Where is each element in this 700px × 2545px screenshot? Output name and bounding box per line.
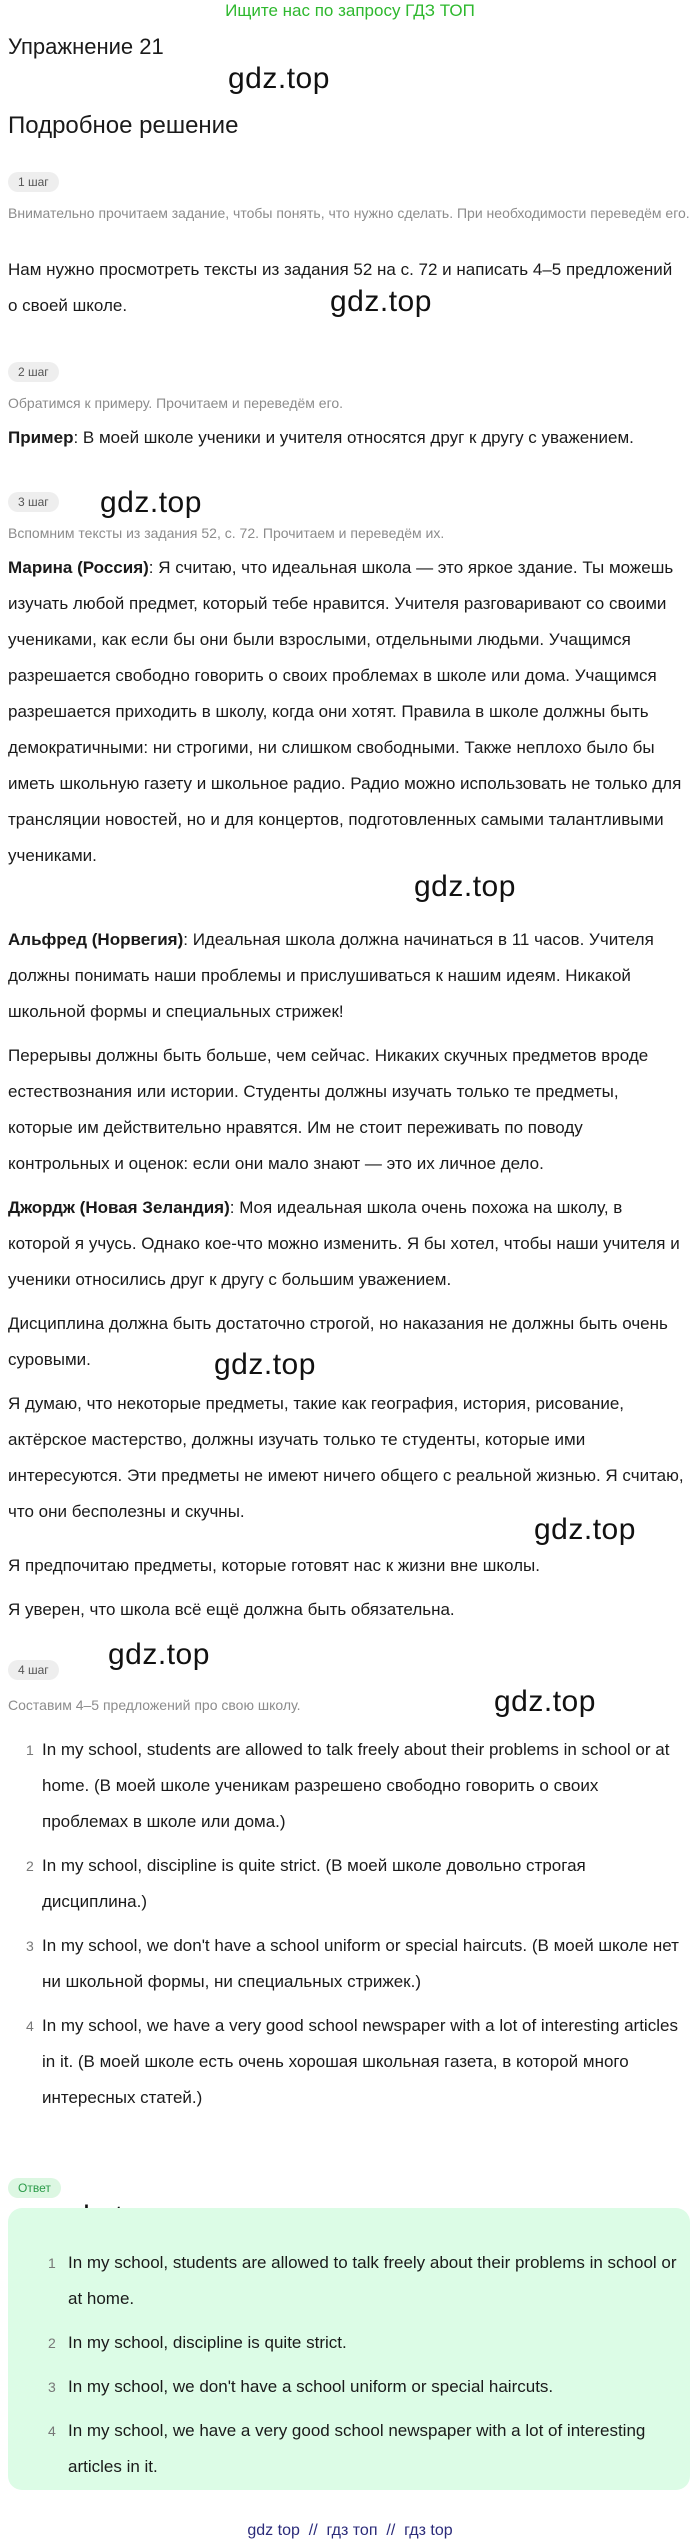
text-george-discipline: Дисциплина должна быть достаточно строгой, но наказания не должны быть очень суровыми. bbox=[8, 1314, 668, 1369]
item-number: 2 bbox=[48, 2335, 56, 2351]
step-hint: Вспомним тексты из задания 52, с. 72. Прочитаем и переведём их. bbox=[8, 525, 445, 541]
text-george bbox=[8, 1190, 686, 1298]
text-alfred-cont: Перерывы должны быть больше, чем сейчас. Никаких скучных предметов вроде естествознания или истории. Студенты должны изучать только те предметы, которые им действительно нравятся. Им не стоит переживать по поводу контрольных и оценок: если они мало знают — это их личное дело. bbox=[8, 1046, 649, 1173]
step-hint: Составим 4–5 предложений про свою школу. bbox=[8, 1697, 301, 1713]
answer-item bbox=[8, 2245, 686, 2317]
item-number: 1 bbox=[26, 1742, 34, 1758]
step-badge: 4 шаг bbox=[8, 1660, 59, 1680]
text-george-prefer: Я предпочитаю предметы, которые готовят нас к жизни вне школы. bbox=[8, 1556, 540, 1575]
text-marina bbox=[8, 550, 686, 874]
answer-item bbox=[8, 2413, 686, 2485]
answer-list bbox=[8, 2245, 686, 2485]
step-hint: Внимательно прочитаем задание, чтобы понять, что нужно сделать. При необходимости переведём его. bbox=[8, 205, 690, 221]
solution-title: Подробное решение bbox=[8, 112, 239, 139]
item-text: In my school, we don't have a school uniform or special haircuts. bbox=[68, 2377, 554, 2396]
step-badge: 1 шаг bbox=[8, 172, 59, 192]
step-badge: 2 шаг bbox=[8, 362, 59, 382]
item-text: In my school, discipline is quite strict. (В моей школе довольно строгая дисциплина.) bbox=[42, 1856, 586, 1911]
speaker-name: Марина (Россия) bbox=[8, 558, 149, 577]
step-badge: 3 шаг bbox=[8, 492, 59, 512]
step-text: Нам нужно просмотреть тексты из задания 52 на с. 72 и написать 4–5 предложений о своей школе. bbox=[8, 260, 673, 315]
text-george-compulsory: Я уверен, что школа всё ещё должна быть обязательна. bbox=[8, 1600, 455, 1619]
text-george-subjects: Я думаю, что некоторые предметы, такие как география, история, рисование, актёрское мастерство, должны изучать только те студенты, которые ими интересуются. Эти предметы не имеют ничего общего с реальной жизнью. Я считаю, что они бесполезны и скучны. bbox=[8, 1394, 684, 1521]
watermark: gdz.top bbox=[534, 1513, 636, 1546]
answer-item bbox=[8, 2325, 686, 2361]
watermark: gdz.top bbox=[494, 1685, 596, 1718]
list-item bbox=[8, 1928, 686, 2000]
speaker-text: : Моя идеальная школа очень похожа на школу, в которой я учусь. Однако кое-что можно изменить. Я бы хотел, чтобы наши учителя и ученики относились друг к другу с большим уважением. bbox=[8, 1198, 680, 1289]
item-text: In my school, students are allowed to talk freely about their problems in school or at home. bbox=[68, 2253, 677, 2308]
example-label: Пример bbox=[8, 428, 74, 447]
example-body: : В моей школе ученики и учителя относятся друг к другу с уважением. bbox=[73, 428, 634, 447]
step-hint: Обратимся к примеру. Прочитаем и переведём его. bbox=[8, 395, 344, 411]
item-number: 3 bbox=[26, 1938, 34, 1954]
watermark: gdz.top bbox=[330, 285, 432, 318]
item-number: 4 bbox=[48, 2423, 56, 2439]
item-number: 3 bbox=[48, 2379, 56, 2395]
watermark: gdz.top bbox=[100, 486, 202, 519]
answer-badge: Ответ bbox=[8, 2178, 61, 2198]
item-number: 4 bbox=[26, 2018, 34, 2034]
item-text: In my school, discipline is quite strict. bbox=[68, 2333, 347, 2352]
text-alfred bbox=[8, 922, 686, 1030]
sentence-list bbox=[8, 1732, 686, 2116]
list-item bbox=[8, 2008, 686, 2116]
item-text: In my school, we don't have a school uniform or special haircuts. (В моей школе нет ни школьной формы, ни специальных стрижек.) bbox=[42, 1936, 679, 1991]
watermark: gdz.top bbox=[414, 870, 516, 903]
item-number: 1 bbox=[48, 2255, 56, 2271]
watermark: gdz.top bbox=[214, 1348, 316, 1381]
watermark: gdz.top bbox=[228, 62, 330, 95]
list-item bbox=[8, 1732, 686, 1840]
watermark: gdz.top bbox=[108, 1638, 210, 1671]
search-hint-link[interactable]: Ищите нас по запросу ГДЗ ТОП bbox=[225, 1, 475, 20]
speaker-name: Джордж (Новая Зеландия) bbox=[8, 1198, 230, 1217]
item-text: In my school, we have a very good school newspaper with a lot of interesting articles in it. (В моей школе есть очень хорошая школьная газета, в которой много интересных статей.) bbox=[42, 2016, 678, 2107]
speaker-text: : Идеальная школа должна начинаться в 11 часов. Учителя должны понимать наши проблемы и прислушиваться к нашим идеям. Никакой школьной формы и специальных стрижек! bbox=[8, 930, 654, 1021]
item-number: 2 bbox=[26, 1858, 34, 1874]
list-item bbox=[8, 1848, 686, 1920]
speaker-text: : Я считаю, что идеальная школа — это яркое здание. Ты можешь изучать любой предмет, который тебе нравится. Учителя разговаривают со своими учениками, как если бы они были взрослыми, отдельными людьми. Учащимся разрешается свободно говорить о своих проблемах в школе или дома. Учащимся разрешается приходить в школу, когда они хотят. Правила в школе должны быть демократичными: ни строгими, ни слишком свободными. Также неплохо было бы иметь школьную газету и школьное радио. Радио можно использовать не только для трансляции новостей, но и для концертов, подготовленных самыми талантливыми учениками. bbox=[8, 558, 682, 865]
footer-links[interactable]: gdz top // гдз топ // гдз top bbox=[247, 2522, 453, 2539]
example-text bbox=[8, 420, 686, 456]
item-text: In my school, we have a very good school newspaper with a lot of interesting articles in it. bbox=[68, 2421, 646, 2476]
answer-item bbox=[8, 2369, 686, 2405]
exercise-title: Упражнение 21 bbox=[8, 34, 164, 59]
item-text: In my school, students are allowed to talk freely about their problems in school or at home. (В моей школе ученикам разрешено свободно говорить о своих проблемах в школе или дома.) bbox=[42, 1740, 670, 1831]
speaker-name: Альфред (Норвегия) bbox=[8, 930, 184, 949]
